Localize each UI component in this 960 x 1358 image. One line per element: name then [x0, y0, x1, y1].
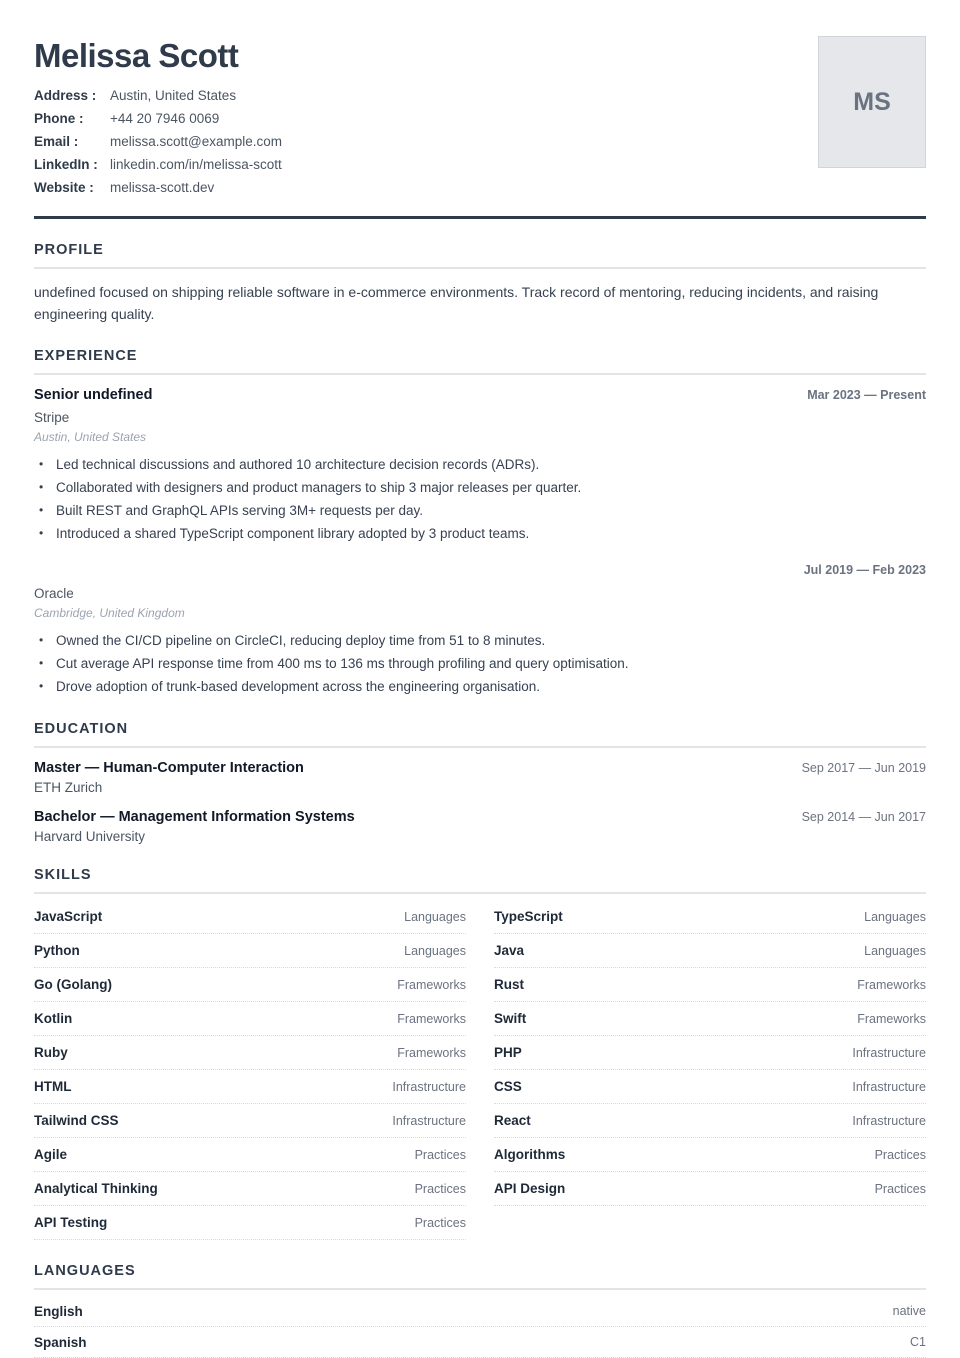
skill-item: [34, 1138, 466, 1172]
skill-name: Analytical Thinking: [34, 1181, 158, 1196]
skill-name: PHP: [494, 1045, 522, 1060]
experience-section: [34, 347, 926, 698]
avatar-placeholder: MS: [818, 36, 926, 168]
skill-name: Algorithms: [494, 1147, 566, 1162]
education-dates: Sep 2014 — Jun 2017: [801, 810, 926, 824]
skill-name: API Design: [494, 1181, 566, 1196]
contact-label: Phone :: [34, 111, 84, 126]
skill-item: [494, 900, 926, 934]
education-degree: Bachelor — Management Information Systems: [34, 809, 355, 825]
contact-value[interactable]: melissa.scott@example.com: [110, 134, 283, 149]
skill-category: Infrastructure: [852, 1045, 926, 1060]
skill-name: Java: [494, 943, 525, 958]
skill-item: [494, 934, 926, 968]
languages-section: [34, 1262, 926, 1358]
skill-item: [494, 1070, 926, 1104]
skills-grid: [34, 900, 926, 1240]
skill-item: [34, 1104, 466, 1138]
skill-category: Practices: [414, 1147, 466, 1162]
contact-label: LinkedIn :: [34, 157, 98, 172]
job-entry: [34, 563, 926, 698]
skill-item: [34, 1070, 466, 1104]
skill-category: Frameworks: [397, 1045, 466, 1060]
languages-list: [34, 1296, 926, 1358]
job-header: [34, 563, 926, 582]
skill-item: [494, 1104, 926, 1138]
language-item: [34, 1327, 926, 1358]
achievement-item: • Owned the CI/CD pipeline on CircleCI, reducing deploy time from 51 to 8 minutes.: [34, 629, 926, 652]
skill-category: Frameworks: [857, 1011, 926, 1026]
skill-item: [34, 1206, 466, 1240]
skill-name: HTML: [34, 1079, 72, 1094]
skill-name: API Testing: [34, 1215, 108, 1230]
education-school: ETH Zurich: [34, 780, 103, 795]
skill-name: React: [494, 1113, 531, 1128]
achievement-item: • Drove adoption of trunk-based development across the engineering organisation.: [34, 675, 926, 698]
skill-item: [494, 1172, 926, 1206]
education-degree: Master — Human-Computer Interaction: [34, 760, 304, 776]
contact-website: [34, 176, 926, 199]
skill-category: Practices: [874, 1181, 926, 1196]
contact-value: +44 20 7946 0069: [110, 111, 220, 126]
job-title: Senior undefined: [34, 387, 153, 403]
skill-name: CSS: [494, 1079, 522, 1094]
skill-item: [34, 968, 466, 1002]
job-company: Stripe: [34, 410, 70, 425]
skill-category: Languages: [864, 943, 926, 958]
skill-item: [494, 968, 926, 1002]
education-entry: [34, 809, 926, 844]
achievement-item: • Collaborated with designers and product managers to ship 3 major releases per quarter.: [34, 476, 926, 499]
contact-info: [34, 84, 926, 199]
skill-category: Infrastructure: [852, 1079, 926, 1094]
language-name: English: [34, 1303, 83, 1319]
job-header: [34, 387, 926, 406]
skill-category: Frameworks: [397, 1011, 466, 1026]
skill-name: JavaScript: [34, 909, 103, 924]
skill-item: [494, 1138, 926, 1172]
job-entry: [34, 387, 926, 545]
education-header: [34, 760, 926, 776]
skill-category: Languages: [404, 943, 466, 958]
skill-item: [34, 900, 466, 934]
skill-item: [34, 1172, 466, 1206]
skill-name: Tailwind CSS: [34, 1113, 119, 1128]
skill-category: Frameworks: [857, 977, 926, 992]
job-achievements: [34, 629, 926, 698]
job-location: Austin, United States: [34, 430, 147, 444]
skill-category: Languages: [864, 909, 926, 924]
profile-section: [34, 241, 926, 325]
contact-address: [34, 84, 926, 107]
skill-category: Infrastructure: [852, 1113, 926, 1128]
achievement-item: • Led technical discussions and authored 10 architecture decision records (ADRs).: [34, 453, 926, 476]
contact-label: Website :: [34, 180, 94, 195]
profile-summary: undefined focused on shipping reliable software in e-commerce environments. Track record of mentoring, reducing incidents, and raising engineering quality.: [34, 284, 879, 322]
language-name: Spanish: [34, 1334, 87, 1350]
contact-email: [34, 130, 926, 153]
section-title: EXPERIENCE: [34, 347, 926, 375]
language-level: C1: [910, 1335, 926, 1349]
job-achievements: [34, 453, 926, 545]
skill-item: [34, 1002, 466, 1036]
skill-name: TypeScript: [494, 909, 563, 924]
skill-category: Languages: [404, 909, 466, 924]
education-school: Harvard University: [34, 829, 146, 844]
skill-name: Ruby: [34, 1045, 68, 1060]
skill-category: Practices: [874, 1147, 926, 1162]
education-entry: [34, 760, 926, 795]
achievement-item: • Introduced a shared TypeScript component library adopted by 3 product teams.: [34, 522, 926, 545]
skill-name: Agile: [34, 1147, 68, 1162]
skill-name: Rust: [494, 977, 524, 992]
contact-value: Austin, United States: [110, 88, 237, 103]
section-title: EDUCATION: [34, 720, 926, 748]
skill-category: Practices: [414, 1181, 466, 1196]
education-header: [34, 809, 926, 825]
contact-label: Email :: [34, 134, 79, 149]
skill-name: Python: [34, 943, 80, 958]
skill-category: Practices: [414, 1215, 466, 1230]
skill-name: Swift: [494, 1011, 527, 1026]
skill-item: [34, 1036, 466, 1070]
job-dates: Jul 2019 — Feb 2023: [803, 563, 926, 577]
skill-item: [494, 1036, 926, 1070]
contact-value[interactable]: melissa-scott.dev: [110, 180, 215, 195]
section-title: SKILLS: [34, 866, 926, 894]
resume-header: [34, 34, 926, 219]
achievement-item: • Cut average API response time from 400 ms to 136 ms through profiling and query optimisation.: [34, 652, 926, 675]
contact-linkedin: [34, 153, 926, 176]
skill-name: Kotlin: [34, 1011, 73, 1026]
contact-phone: [34, 107, 926, 130]
contact-value[interactable]: linkedin.com/in/melissa-scott: [110, 157, 282, 172]
section-title: LANGUAGES: [34, 1262, 926, 1290]
skill-item: [494, 1002, 926, 1036]
education-dates: Sep 2017 — Jun 2019: [801, 761, 926, 775]
skill-name: Go (Golang): [34, 977, 112, 992]
education-section: [34, 720, 926, 844]
achievement-item: • Built REST and GraphQL APIs serving 3M+ requests per day.: [34, 499, 926, 522]
skill-category: Frameworks: [397, 977, 466, 992]
language-level: native: [892, 1304, 926, 1318]
job-location: Cambridge, United Kingdom: [34, 606, 185, 620]
contact-label: Address :: [34, 88, 97, 103]
language-item: [34, 1296, 926, 1327]
skill-item: [34, 934, 466, 968]
candidate-name: Melissa Scott: [34, 37, 239, 74]
skill-category: Infrastructure: [392, 1079, 466, 1094]
skill-category: Infrastructure: [392, 1113, 466, 1128]
job-company: Oracle: [34, 586, 74, 601]
section-title: PROFILE: [34, 241, 926, 269]
job-dates: Mar 2023 — Present: [807, 388, 926, 402]
skills-section: [34, 866, 926, 1240]
